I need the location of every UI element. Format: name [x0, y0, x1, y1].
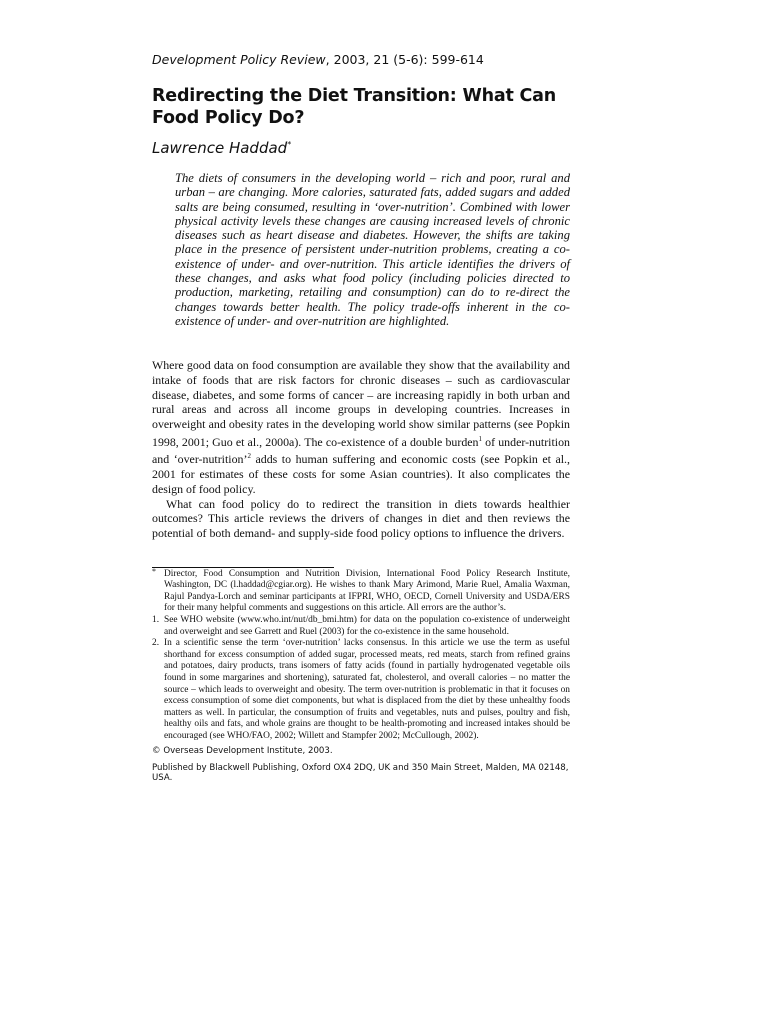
footnote-1-text: See WHO website (www.who.int/nut/db_bmi.htm) for data on the population co-existence of underweight and overweight and see Garrett and Ruel (2003) for the co-existence in the same household.	[164, 615, 570, 637]
footnote-star-label: *	[152, 566, 156, 576]
footnote-2-text: In a scientific sense the term ‘over-nutrition’ lacks consensus. In this article we use the term as useful shorthand for excess consumption of added sugar, processed meats, red meats, starch from refined grains and potatoes, dairy products, trans isomers of fatty acids (found in partially hydrogenated vegetable oils found in some margarines and shortening), saturated fat, cholesterol, and overall calories – no matter the source – which leads to overweight and obesity. The term over-nutrition is problematic in that it focuses on excess consumption of some diet components, but what is displaced from the diet by these unhealthy foods matters as well. In particular, the consumption of fruits and vegetables, nuts and pulses, poultry and fish, healthy oils and fats, and whole grains are thought to be health-promoting and increased intakes should be encouraged (see WHO/FAO, 2002; Willett and Stampfer 2002; McCullough, 2002).	[164, 638, 570, 741]
copyright-notice: © Overseas Development Institute, 2003.	[152, 745, 333, 756]
journal-volume-pages: , 2003, 21 (5-6): 599-614	[325, 52, 484, 67]
abstract: The diets of consumers in the developing world – rich and poor, rural and urban – are changing. More calories, saturated fats, added sugars and added salts are being consumed, resulting in ‘over-nutrition’. Combined with lower physical activity levels these changes are causing increased levels of chronic diseases such as heart disease and diabetes. However, the shifts are taking place in the presence of persistent under-nutrition problems, creating a co-existence of under- and over-nutrition. This article identifies the drivers of these changes, and asks what food policy (including policies directed to production, marketing, retailing and consumption) can do to re-direct the changes towards better health. The policy trade-offs inherent in the co-existence of under- and over-nutrition are highlighted.	[175, 171, 570, 328]
article-title: Redirecting the Diet Transition: What Can Food Policy Do?	[152, 86, 557, 128]
author-name: Lawrence Haddad	[152, 139, 288, 157]
footnote-divider	[152, 567, 334, 568]
footnote-1	[152, 615, 570, 638]
journal-citation	[152, 52, 570, 67]
publisher-notice: Published by Blackwell Publishing, Oxford OX4 2DQ, UK and 350 Main Street, Malden, MA 02148, USA.	[152, 762, 569, 783]
footnote-1-label: 1.	[152, 615, 160, 626]
footnote-2-label: 2.	[152, 638, 160, 649]
body-text	[152, 358, 570, 540]
author-footnote-mark: *	[287, 140, 292, 149]
body-paragraph-1: Where good data on food consumption are available they show that the availability and intake of foods that are risk factors for chronic diseases – such as cardiovascular disease, diabetes, and some forms of cancer – are increasing rapidly in both urban and rural areas and across all income groups in developing countries. Increases in overweight and obesity rates in the developing world show similar patterns (see Popkin 1998, 2001; Guo et al., 2000a). The co-existence of a double burden$^1$ of under-nutrition and ‘over-nutrition’$^2$ adds to human suffering and economic costs (see Popkin et al., 2001 for estimates of these costs for some Asian countries). It also complicates the design of food policy.	[152, 358, 571, 496]
journal-name: Development Policy Review	[152, 52, 326, 67]
author-line	[152, 139, 570, 157]
document-page	[152, 52, 570, 783]
footnote-ref-2: 2	[247, 452, 251, 461]
footnote-ref-1: 1	[478, 434, 482, 443]
footnote-author	[152, 566, 570, 615]
footnote-star-text: Director, Food Consumption and Nutrition Division, International Food Policy Research Institute, Washington, DC (l.haddad@cgiar.org). He wishes to thank Mary Arimond, Marie Ruel, Amalia Waxman, Rajul Pandya-Lorch and seminar participants at IFPRI, WHO, OECD, Cornell University and USDA/ERS for their many helpful comments and suggestions on this article. All errors are the author’s.	[164, 568, 570, 614]
footnote-2	[152, 638, 570, 742]
footnotes	[152, 566, 570, 743]
body-paragraph-2: What can food policy do to redirect the transition in diets towards healthier outcomes? This article reviews the drivers of changes in diet and then reviews the potential of both demand- and supply-side food policy options to influence the drivers.	[152, 496, 570, 540]
